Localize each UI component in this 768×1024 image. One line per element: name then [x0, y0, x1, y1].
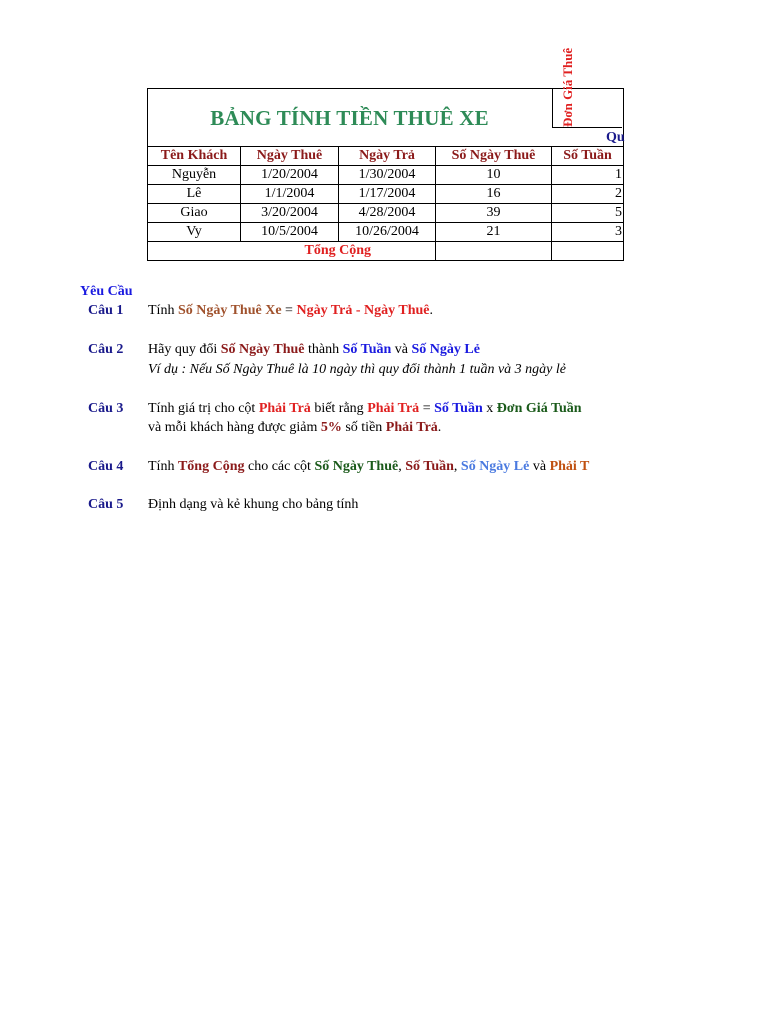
- text-span: .: [437, 420, 442, 435]
- cell-return-date[interactable]: 4/28/2004: [339, 204, 436, 223]
- term-weeks: Số Tuần: [405, 459, 454, 474]
- table-row: [148, 166, 624, 185]
- term-days-rented: Số Ngày Thuê: [314, 459, 399, 474]
- text-span: và: [391, 342, 412, 357]
- term-payment: Phải Trả: [367, 401, 420, 416]
- total-days-cell[interactable]: [436, 242, 552, 261]
- question-2-label: Câu 2: [88, 342, 124, 357]
- text-span: -: [352, 303, 364, 318]
- total-empty-cell[interactable]: [148, 242, 241, 261]
- cell-return-date[interactable]: 1/17/2004: [339, 185, 436, 204]
- term-odd-days: Số Ngày Lẻ: [411, 342, 480, 357]
- text-span: số tiền: [341, 420, 386, 435]
- cell-return-date[interactable]: 10/26/2004: [339, 223, 436, 242]
- question-3-text: [148, 401, 582, 417]
- header-row: [148, 147, 624, 166]
- term-days-rented: Số Ngày Thuê: [220, 342, 305, 357]
- term-days-rented: Số Ngày Thuê Xe: [177, 303, 282, 318]
- text-span: và mỗi khách hàng được giảm: [148, 420, 321, 435]
- unit-price-label: Đơn Giá Thuê: [560, 47, 575, 127]
- text-span: thành: [304, 342, 343, 357]
- cell-return-date[interactable]: 1/30/2004: [339, 166, 436, 185]
- text-span: và: [529, 459, 550, 474]
- cell-days[interactable]: 16: [436, 185, 552, 204]
- cell-rent-date[interactable]: 3/20/2004: [241, 204, 339, 223]
- total-label[interactable]: Tổng Cộng: [241, 242, 436, 261]
- question-4-label: Câu 4: [88, 459, 124, 474]
- text-span: Tính: [148, 303, 178, 318]
- table-row: [148, 204, 624, 223]
- total-weeks-cell[interactable]: [552, 242, 624, 261]
- text-span: =: [281, 303, 297, 318]
- text-span: Tính: [148, 459, 178, 474]
- cell-rent-date[interactable]: 1/1/2004: [241, 185, 339, 204]
- term-weeks: Số Tuần: [342, 342, 392, 357]
- question-5-label: Câu 5: [88, 497, 124, 512]
- header-cell[interactable]: Tên Khách: [148, 147, 241, 166]
- term-total: Tổng Cộng: [177, 459, 245, 474]
- cell-weeks[interactable]: 1: [552, 166, 624, 185]
- term-payment: Phải Trả: [385, 420, 438, 435]
- term-payment: Phải T: [549, 459, 590, 474]
- unit-price-header[interactable]: [552, 47, 622, 128]
- header-cell[interactable]: Ngày Trả: [339, 147, 436, 166]
- table-row: [148, 185, 624, 204]
- question-2-example: Ví dụ : Nếu Số Ngày Thuê là 10 ngày thì quy đổi thành 1 tuần và 3 ngày lẻ: [148, 362, 567, 377]
- cell-days[interactable]: 21: [436, 223, 552, 242]
- term-discount: 5%: [320, 420, 342, 435]
- cell-rent-date[interactable]: 1/20/2004: [241, 166, 339, 185]
- clipped-header-text: Qu: [606, 130, 625, 145]
- text-span: ,: [453, 459, 461, 474]
- table-title: BẢNG TÍNH TIỀN THUÊ XE: [210, 105, 489, 130]
- question-1-label: Câu 1: [88, 303, 124, 318]
- cell-name[interactable]: Lê: [148, 185, 241, 204]
- question-3-text-line2: [148, 420, 441, 436]
- text-span: ,: [398, 459, 406, 474]
- text-span: cho các cột: [244, 459, 315, 474]
- text-span: .: [429, 303, 433, 318]
- term-odd-days: Số Ngày Lẻ: [460, 459, 530, 474]
- question-3-label: Câu 3: [88, 401, 124, 416]
- header-cell[interactable]: Số Ngày Thuê: [436, 147, 552, 166]
- header-cell[interactable]: Ngày Thuê: [241, 147, 339, 166]
- cell-name[interactable]: Giao: [148, 204, 241, 223]
- question-2-text: [148, 342, 480, 358]
- text-span: biết rằng: [310, 401, 368, 416]
- question-4-text: [148, 459, 589, 475]
- question-5-text: Định dạng và kẻ khung cho bảng tính: [148, 497, 359, 512]
- cell-weeks[interactable]: 5: [552, 204, 624, 223]
- header-cell[interactable]: Số Tuần: [552, 147, 624, 166]
- text-span: Hãy quy đổi: [148, 342, 221, 357]
- text-span: Tính giá trị cho cột: [148, 401, 259, 416]
- cell-weeks[interactable]: 3: [552, 223, 624, 242]
- cell-rent-date[interactable]: 10/5/2004: [241, 223, 339, 242]
- text-span: x: [482, 401, 497, 416]
- cell-days[interactable]: 39: [436, 204, 552, 223]
- total-row: [148, 242, 624, 261]
- text-span: =: [419, 401, 435, 416]
- cell-name[interactable]: Nguyễn: [148, 166, 241, 185]
- term-weeks: Số Tuần: [434, 401, 483, 416]
- cell-weeks[interactable]: 2: [552, 185, 624, 204]
- requirements-heading: Yêu Cầu: [80, 284, 133, 299]
- table-row: [148, 223, 624, 242]
- term-payment: Phải Trả: [258, 401, 311, 416]
- cell-name[interactable]: Vy: [148, 223, 241, 242]
- term-return-date: Ngày Trả: [296, 303, 353, 318]
- question-1-text: [148, 303, 433, 319]
- cell-days[interactable]: 10: [436, 166, 552, 185]
- term-rent-date: Ngày Thuê: [364, 303, 430, 318]
- term-weekly-price: Đơn Giá Tuần: [496, 401, 582, 416]
